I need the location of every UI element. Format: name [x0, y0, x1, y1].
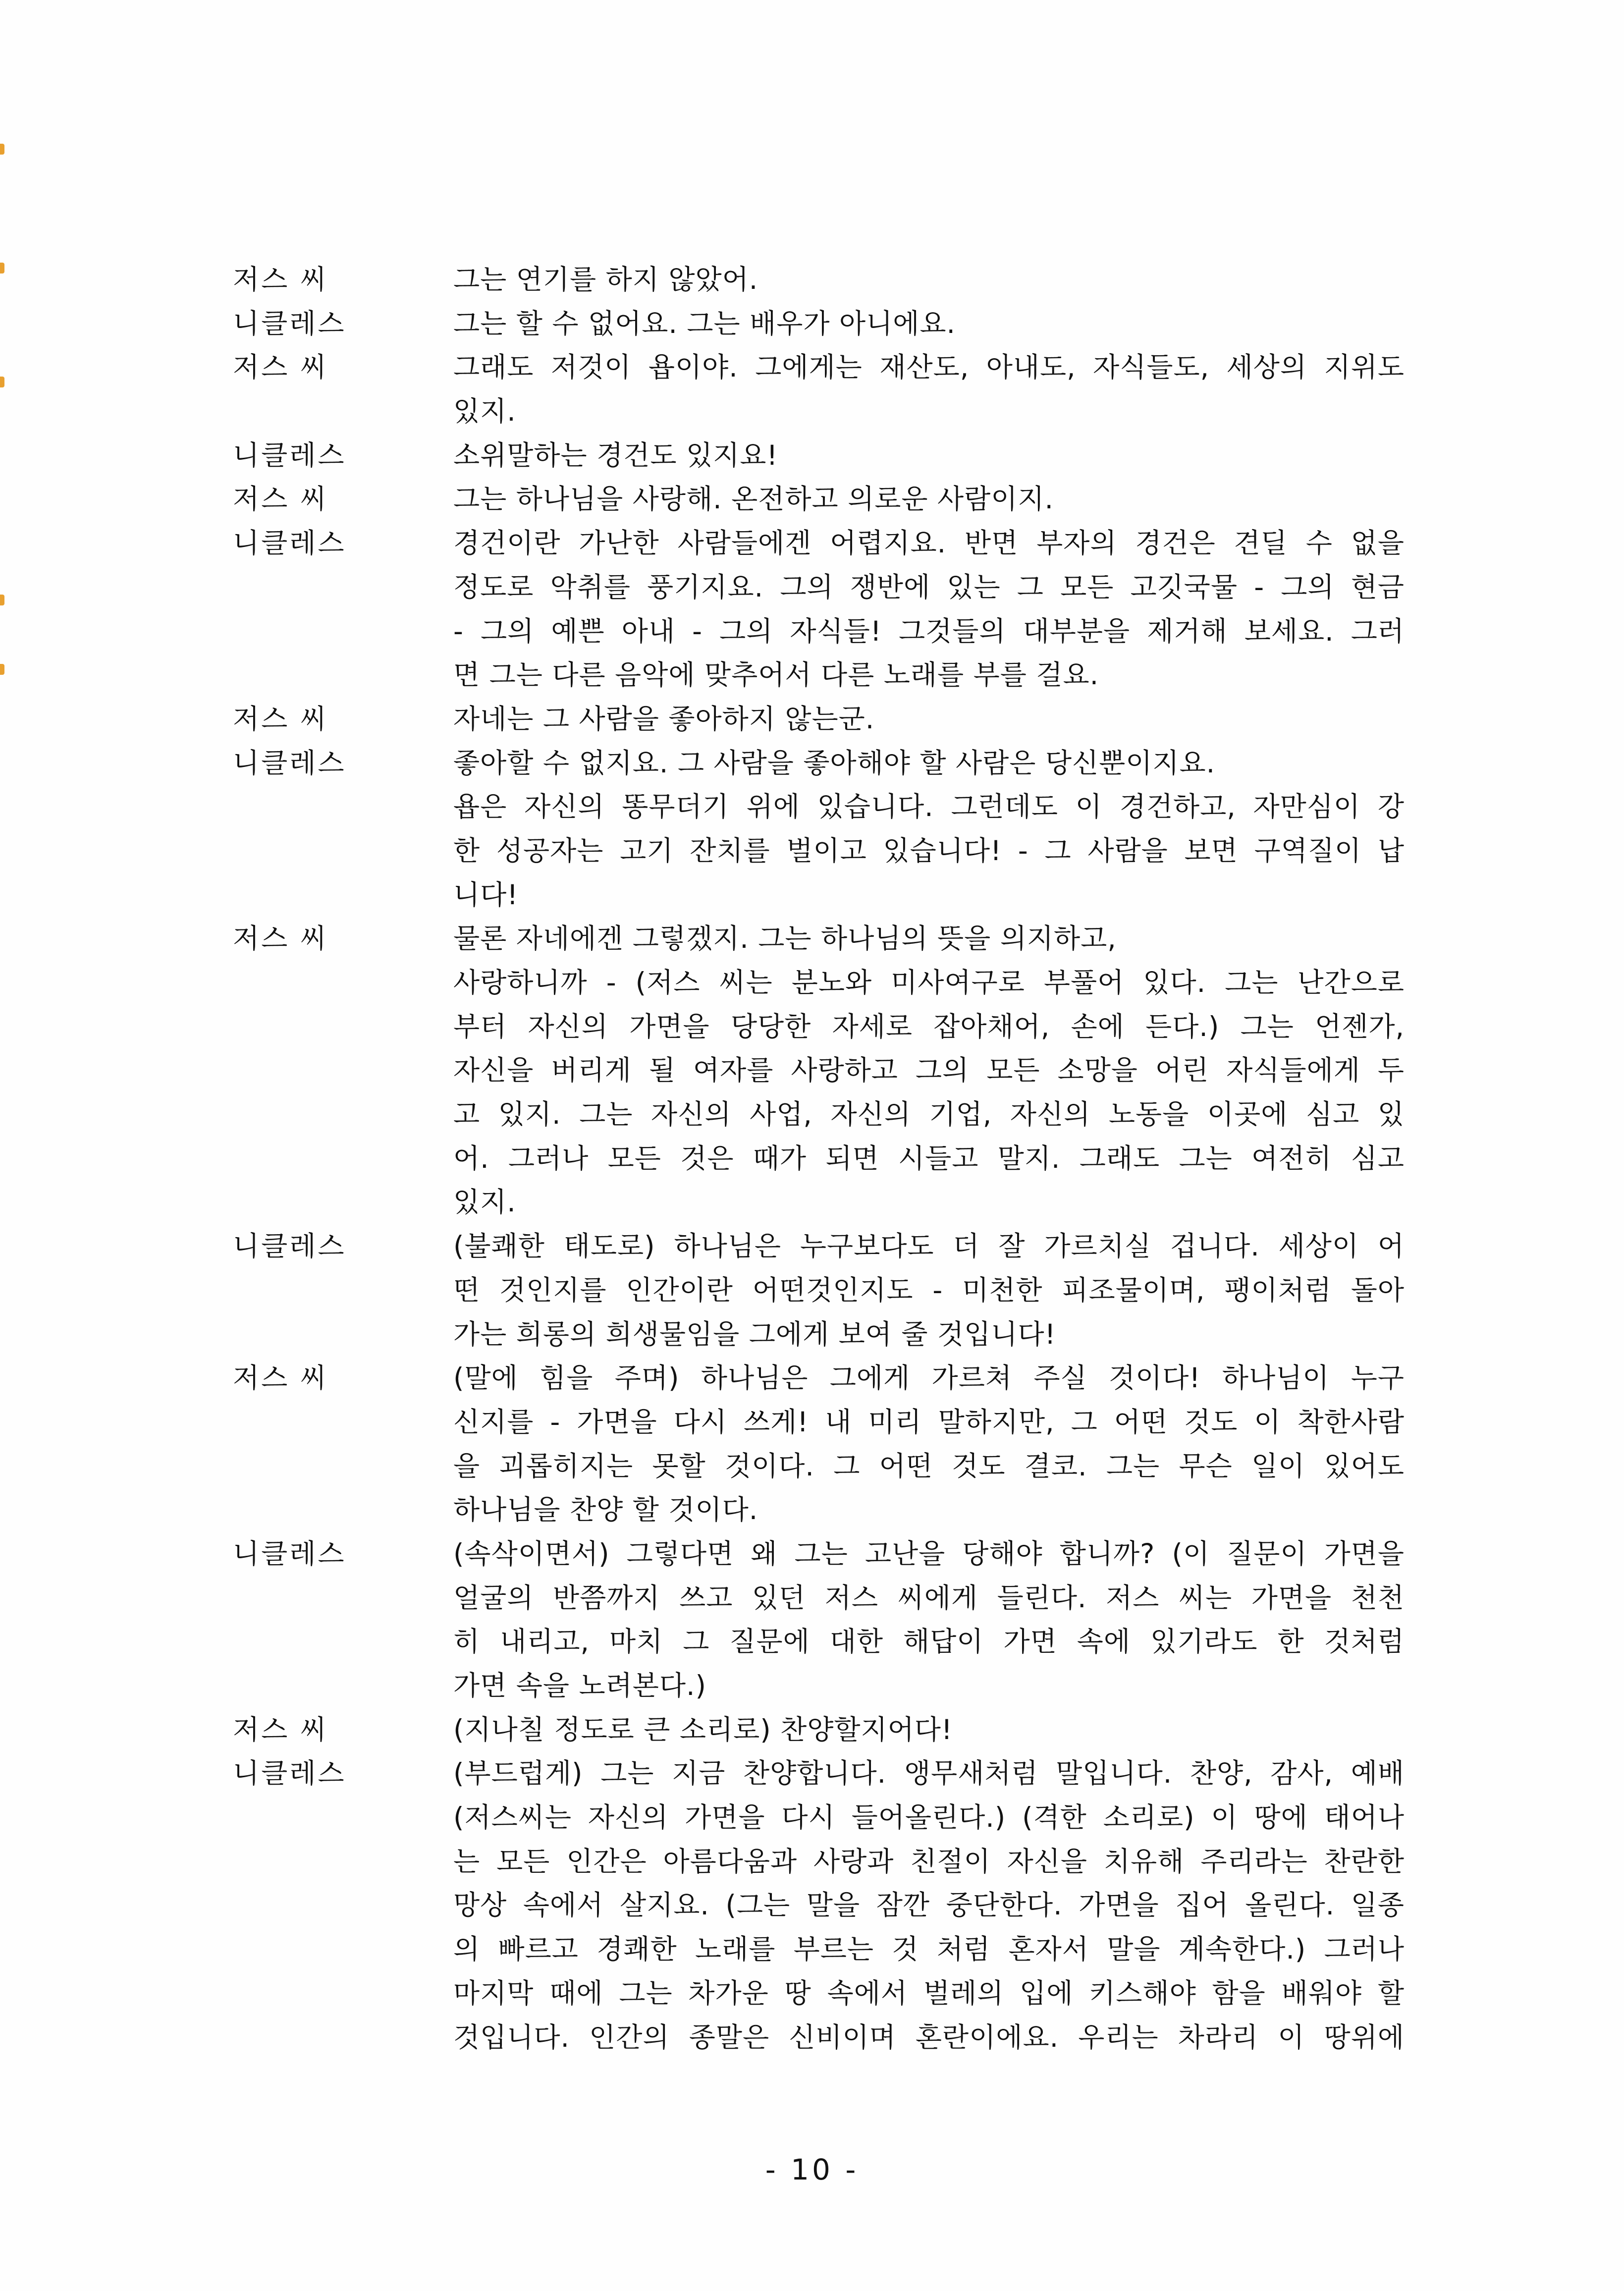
binding-mark	[0, 144, 4, 155]
dialogue-text: 면 그는 다른 음악에 맞추어서 다른 노래를 부를 걸요.	[453, 659, 1099, 691]
dialogue-text: 하나님을 찬양 할 것이다.	[453, 1494, 758, 1526]
script-line	[0, 1312, 1624, 1357]
script-line	[0, 434, 1624, 478]
dialogue-text: (속삭이면서) 그렇다면 왜 그는 고난을 당해야 합니까? (이 질문이 가면을	[453, 1537, 1405, 1570]
speaker-name: 니클레스	[233, 307, 346, 339]
script-line	[0, 1664, 1624, 1708]
script-line	[0, 302, 1624, 346]
script-line	[0, 1708, 1624, 1752]
dialogue-text: - 그의 예쁜 아내 - 그의 자식들! 그것들의 대부분을 제거해 보세요. 그러	[453, 615, 1405, 647]
dialogue-text: 것입니다. 인간의 종말은 신비이며 혼란이에요. 우리는 차라리 이 땅위에	[453, 2021, 1405, 2053]
script-line	[0, 1092, 1624, 1137]
dialogue-text: 그는 하나님을 사랑해. 온전하고 의로운 사람이지.	[453, 483, 1054, 515]
script-line	[0, 1488, 1624, 1532]
speaker-name: 니클레스	[233, 527, 346, 559]
dialogue-text: 마지막 때에 그는 차가운 땅 속에서 벌레의 입에 키스해야 함을 배워야 할	[453, 1977, 1405, 2009]
script-line	[0, 741, 1624, 785]
dialogue-text: 고 있지. 그는 자신의 사업, 자신의 기업, 자신의 노동을 이곳에 심고 있	[453, 1098, 1405, 1131]
dialogue-text: 그는 할 수 없어요. 그는 배우가 아니에요.	[453, 307, 956, 339]
script-line	[0, 1356, 1624, 1400]
dialogue-text: 그는 연기를 하지 않았어.	[453, 264, 758, 295]
script-line	[0, 829, 1624, 873]
script-line	[0, 1883, 1624, 1927]
script-line	[0, 1224, 1624, 1268]
script-line	[0, 697, 1624, 741]
dialogue-text: 물론 자네에겐 그렇겠지. 그는 하나님의 뜻을 의지하고,	[453, 923, 1117, 955]
speaker-name: 저스 씨	[233, 264, 328, 295]
script-line	[0, 258, 1624, 302]
speaker-name: 저스 씨	[233, 1713, 328, 1746]
script-line	[0, 961, 1624, 1005]
script-line	[0, 1532, 1624, 1576]
speaker-name: 저스 씨	[233, 1362, 328, 1394]
script-line	[0, 1576, 1624, 1620]
dialogue-text: (말에 힘을 주며) 하나님은 그에게 가르쳐 주실 것이다! 하나님이 누구	[453, 1362, 1405, 1394]
script-line	[0, 1927, 1624, 1971]
speaker-name: 니클레스	[233, 1537, 346, 1570]
script-line	[0, 1180, 1624, 1224]
speaker-name: 저스 씨	[233, 923, 328, 955]
script-line	[0, 1444, 1624, 1488]
speaker-name: 니클레스	[233, 1757, 346, 1790]
speaker-name: 저스 씨	[233, 351, 328, 383]
script-line	[0, 521, 1624, 565]
dialogue-text: 있지.	[453, 395, 516, 428]
script-line	[0, 653, 1624, 697]
script-line	[0, 1620, 1624, 1664]
speaker-name: 저스 씨	[233, 483, 328, 515]
page-number: - 10 -	[765, 2153, 859, 2186]
dialogue-text: 정도로 악취를 풍기지요. 그의 쟁반에 있는 그 모든 고깃국물 - 그의 현금	[453, 571, 1405, 603]
dialogue-text: (부드럽게) 그는 지금 찬양합니다. 앵무새처럼 말입니다. 찬양, 감사, 예배	[453, 1757, 1405, 1790]
dialogue-text: 신지를 - 가면을 다시 쓰게! 내 미리 말하지만, 그 어떤 것도 이 착한사람	[453, 1406, 1405, 1438]
dialogue-text: 좋아할 수 없지요. 그 사람을 좋아해야 할 사람은 당신뿐이지요.	[453, 747, 1216, 779]
script-line	[0, 1005, 1624, 1049]
dialogue-text: 자신을 버리게 될 여자를 사랑하고 그의 모든 소망을 어린 자식들에게 두	[453, 1054, 1405, 1087]
dialogue-text: 부터 자신의 가면을 당당한 자세로 잡아채어, 손에 든다.) 그는 언젠가,	[453, 1010, 1405, 1042]
script-line	[0, 345, 1624, 389]
dialogue-text: (지나칠 정도로 큰 소리로) 찬양할지어다!	[453, 1713, 953, 1746]
script-line	[0, 1971, 1624, 2016]
script-line	[0, 917, 1624, 961]
dialogue-text: 그래도 저것이 욥이야. 그에게는 재산도, 아내도, 자식들도, 세상의 지위도	[453, 351, 1405, 383]
speaker-name: 니클레스	[233, 1230, 346, 1262]
script-line	[0, 1796, 1624, 1840]
script-line	[0, 2016, 1624, 2060]
script-line	[0, 1268, 1624, 1312]
dialogue-text: 가는 희롱의 희생물임을 그에게 보여 줄 것입니다!	[453, 1318, 1056, 1350]
speaker-name: 니클레스	[233, 439, 346, 471]
dialogue-text: 욥은 자신의 똥무더기 위에 있습니다. 그런데도 이 경건하고, 자만심이 강	[453, 791, 1405, 823]
dialogue-text: 히 내리고, 마치 그 질문에 대한 해답이 가면 속에 있기라도 한 것처럼	[453, 1626, 1405, 1658]
speaker-name: 니클레스	[233, 747, 346, 779]
script-line	[0, 1137, 1624, 1181]
dialogue-text: 한 성공자는 고기 잔치를 벌이고 있습니다! - 그 사람을 보면 구역질이 납	[453, 834, 1405, 867]
dialogue-text: 있지.	[453, 1186, 516, 1218]
dialogue-text: 떤 것인지를 인간이란 어떤것인지도 - 미천한 피조물이며, 팽이처럼 돌아	[453, 1274, 1405, 1306]
script-line	[0, 565, 1624, 609]
script-line	[0, 1840, 1624, 1884]
script-line	[0, 389, 1624, 434]
dialogue-text: 소위말하는 경건도 있지요!	[453, 439, 778, 471]
script-line	[0, 873, 1624, 917]
dialogue-text: 얼굴의 반쯤까지 쓰고 있던 저스 씨에게 들린다. 저스 씨는 가면을 천천	[453, 1582, 1405, 1614]
dialogue-text: 니다!	[453, 878, 519, 911]
dialogue-text: (저스씨는 자신의 가면을 다시 들어올린다.) (격한 소리로) 이 땅에 태어나	[453, 1801, 1405, 1834]
script-line	[0, 785, 1624, 829]
dialogue-text: 는 모든 인간은 아름다움과 사랑과 친절이 자신을 치유해 주리라는 찬란한	[453, 1845, 1405, 1877]
dialogue-text: 의 빠르고 경쾌한 노래를 부르는 것 처럼 혼자서 말을 계속한다.) 그러나	[453, 1933, 1405, 1965]
script-line	[0, 1751, 1624, 1796]
dialogue-text: 사랑하니까 - (저스 씨는 분노와 미사여구로 부풀어 있다. 그는 난간으로	[453, 967, 1405, 998]
script-line	[0, 609, 1624, 654]
dialogue-text: 을 괴롭히지는 못할 것이다. 그 어떤 것도 결코. 그는 무슨 일이 있어도	[453, 1450, 1405, 1482]
script-line	[0, 1048, 1624, 1092]
dialogue-text: (불쾌한 태도로) 하나님은 누구보다도 더 잘 가르치실 겁니다. 세상이 어	[453, 1230, 1405, 1262]
script-body	[0, 258, 1624, 2059]
dialogue-text: 가면 속을 노려본다.)	[453, 1670, 706, 1701]
dialogue-text: 자네는 그 사람을 좋아하지 않는군.	[453, 703, 875, 735]
dialogue-text: 어. 그러나 모든 것은 때가 되면 시들고 말지. 그래도 그는 여전히 심고	[453, 1142, 1405, 1174]
dialogue-text: 망상 속에서 살지요. (그는 말을 잠깐 중단한다. 가면을 집어 올린다. 일종	[453, 1889, 1405, 1921]
speaker-name: 저스 씨	[233, 703, 328, 735]
script-line	[0, 1400, 1624, 1444]
dialogue-text: 경건이란 가난한 사람들에겐 어렵지요. 반면 부자의 경건은 견딜 수 없을	[453, 527, 1405, 559]
script-line	[0, 477, 1624, 521]
